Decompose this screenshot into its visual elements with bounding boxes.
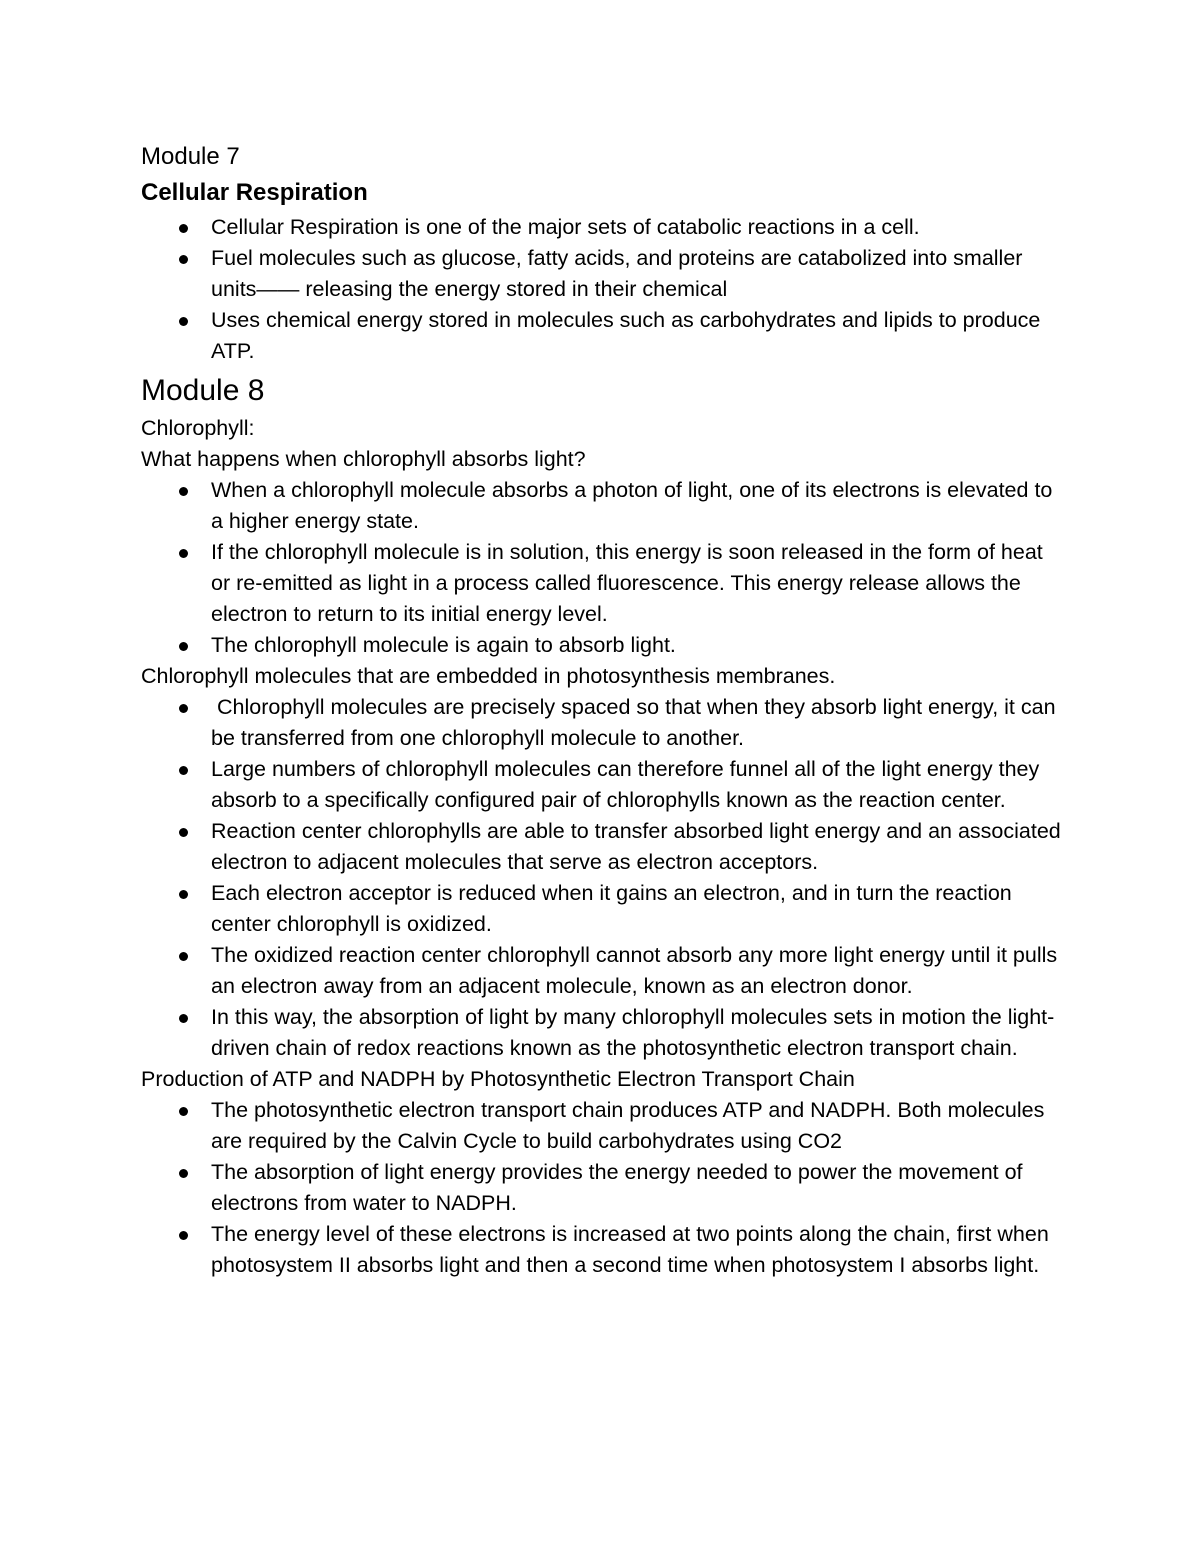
list-item: Chlorophyll molecules are precisely spaced so that when they absorb light energy, it can be transferred from one chlorophyll molecule to another. (211, 692, 1061, 754)
cellular-respiration-list (141, 212, 1061, 367)
production-heading: Production of ATP and NADPH by Photosynthetic Electron Transport Chain (141, 1067, 855, 1091)
bullet-dot-icon (179, 255, 188, 264)
membranes-heading: Chlorophyll molecules that are embedded in photosynthesis membranes. (141, 664, 836, 688)
bullet-dot-icon (179, 1169, 188, 1178)
list-item: The chlorophyll molecule is again to absorb light. (211, 630, 1061, 661)
bullet-dot-icon (179, 704, 188, 713)
document-page (141, 140, 1061, 1281)
list-item: The absorption of light energy provides the energy needed to power the movement of electrons from water to NADPH. (211, 1157, 1061, 1219)
list-item: The energy level of these electrons is increased at two points along the chain, first when photosystem II absorbs light and then a second time when photosystem I absorbs light. (211, 1219, 1061, 1281)
list-item: The photosynthetic electron transport chain produces ATP and NADPH. Both molecules are required by the Calvin Cycle to build carbohydrates using CO2 (211, 1095, 1061, 1157)
bullet-dot-icon (179, 642, 188, 651)
membranes-list (141, 692, 1061, 1064)
bullet-dot-icon (179, 224, 188, 233)
list-item: Cellular Respiration is one of the major sets of catabolic reactions in a cell. (211, 212, 1061, 243)
list-item: Large numbers of chlorophyll molecules can therefore funnel all of the light energy they absorb to a specifically configured pair of chlorophylls known as the reaction center. (211, 754, 1061, 816)
list-item: In this way, the absorption of light by many chlorophyll molecules sets in motion the light-driven chain of redox reactions known as the photosynthetic electron transport chain. (211, 1002, 1061, 1064)
bullet-dot-icon (179, 549, 188, 558)
list-item: Uses chemical energy stored in molecules such as carbohydrates and lipids to produce ATP. (211, 305, 1061, 367)
bullet-dot-icon (179, 1231, 188, 1240)
list-item: The oxidized reaction center chlorophyll cannot absorb any more light energy until it pulls an electron away from an adjacent molecule, known as an electron donor. (211, 940, 1061, 1002)
chlorophyll-question: What happens when chlorophyll absorbs light? (141, 447, 586, 471)
module-8-title: Module 8 (141, 374, 265, 407)
list-item: Reaction center chlorophylls are able to transfer absorbed light energy and an associated electron to adjacent molecules that serve as electron acceptors. (211, 816, 1061, 878)
list-item: Fuel molecules such as glucose, fatty acids, and proteins are catabolized into smaller units—— releasing the energy stored in their chemical (211, 243, 1061, 305)
bullet-dot-icon (179, 952, 188, 961)
bullet-dot-icon (179, 828, 188, 837)
bullet-dot-icon (179, 317, 188, 326)
chlorophyll-label: Chlorophyll: (141, 416, 255, 440)
absorb-light-list (141, 475, 1061, 661)
bullet-dot-icon (179, 1107, 188, 1116)
bullet-dot-icon (179, 890, 188, 899)
bullet-dot-icon (179, 1014, 188, 1023)
bullet-dot-icon (179, 766, 188, 775)
module-7-title: Module 7 (141, 143, 240, 170)
list-item: When a chlorophyll molecule absorbs a photon of light, one of its electrons is elevated to a higher energy state. (211, 475, 1061, 537)
list-item: Each electron acceptor is reduced when it gains an electron, and in turn the reaction center chlorophyll is oxidized. (211, 878, 1061, 940)
cellular-respiration-heading: Cellular Respiration (141, 179, 368, 206)
list-item: If the chlorophyll molecule is in solution, this energy is soon released in the form of heat or re-emitted as light in a process called fluorescence. This energy release allows the electron to return to its initial energy level. (211, 537, 1061, 630)
bullet-dot-icon (179, 487, 188, 496)
production-list (141, 1095, 1061, 1281)
